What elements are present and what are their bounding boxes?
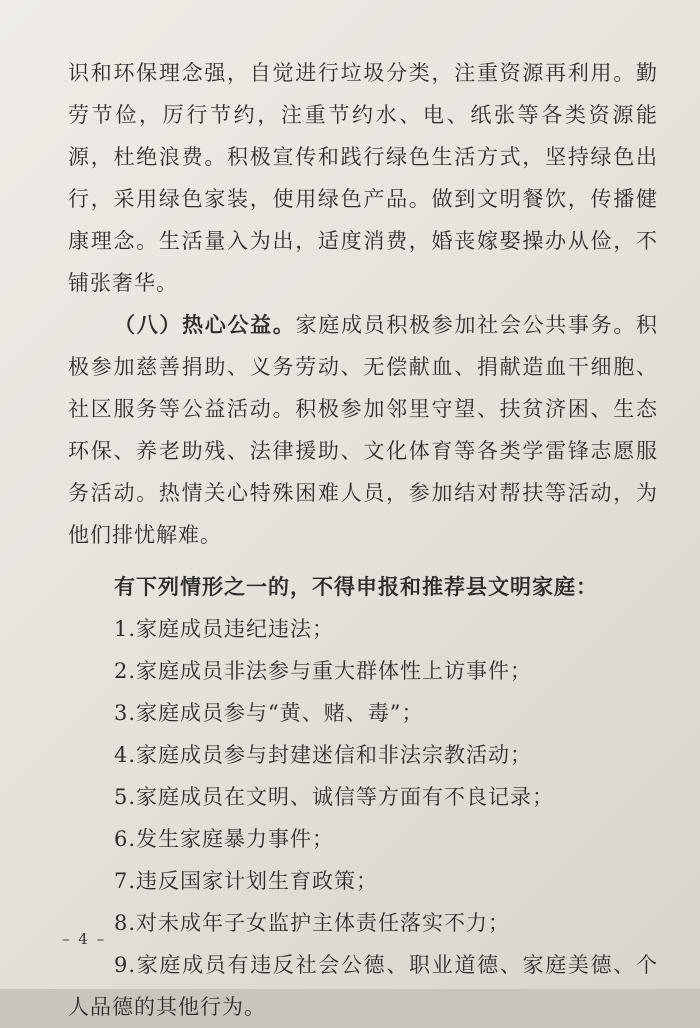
list-item: 9.家庭成员有违反社会公德、职业道德、家庭美德、个人品德的其他行为。 xyxy=(68,953,658,1019)
list-item: 3.家庭成员参与“黄、赌、毒”； xyxy=(114,701,424,725)
list-item: 8.对未成年子女监护主体责任落实不力； xyxy=(114,911,511,935)
public-welfare-body: 家庭成员积极参加社会公共事务。积极参加慈善捐助、义务劳动、无偿献血、捐献造血干细胞、社区服务等公益活动。积极参加邻里守望、扶贫济困、生态环保、养老助残、法律援助、文化体育等各类学雷锋志愿服务活动。热情关心特殊困难人员，参加结对帮扶等活动，为他们排忧解难。 xyxy=(68,313,659,547)
list-item: 7.违反国家计划生育政策； xyxy=(114,869,379,893)
paragraph-green-living: 识和环保理念强，自觉进行垃圾分类，注重资源再利用。勤劳节俭，厉行节约，注重节约水、电、纸张等各类资源能源，杜绝浪费。积极宣传和践行绿色生活方式，坚持绿色出行，采用绿色家装，使用绿色产品。做到文明餐饮，传播健康理念。生活量入为出，适度消费，婚丧嫁娶操办从俭，不铺张奢华。 xyxy=(68,61,658,295)
list-item: 6.发生家庭暴力事件； xyxy=(114,827,335,851)
exclusion-list xyxy=(68,608,658,1028)
exclusion-heading: 有下列情形之一的，不得申报和推荐县文明家庭： xyxy=(114,574,598,599)
list-item: 1.家庭成员违纪违法； xyxy=(114,617,335,641)
list-item: 5.家庭成员在文明、诚信等方面有不良记录； xyxy=(114,785,555,809)
page-number: – 4 – xyxy=(62,930,107,948)
document-body xyxy=(68,52,658,1028)
paragraph-public-welfare xyxy=(68,304,658,556)
section-heading-public-welfare: （八）热心公益。 xyxy=(114,312,296,337)
list-item: 4.家庭成员参与封建迷信和非法宗教活动； xyxy=(114,743,533,767)
list-item: 2.家庭成员非法参与重大群体性上访事件； xyxy=(114,659,533,683)
